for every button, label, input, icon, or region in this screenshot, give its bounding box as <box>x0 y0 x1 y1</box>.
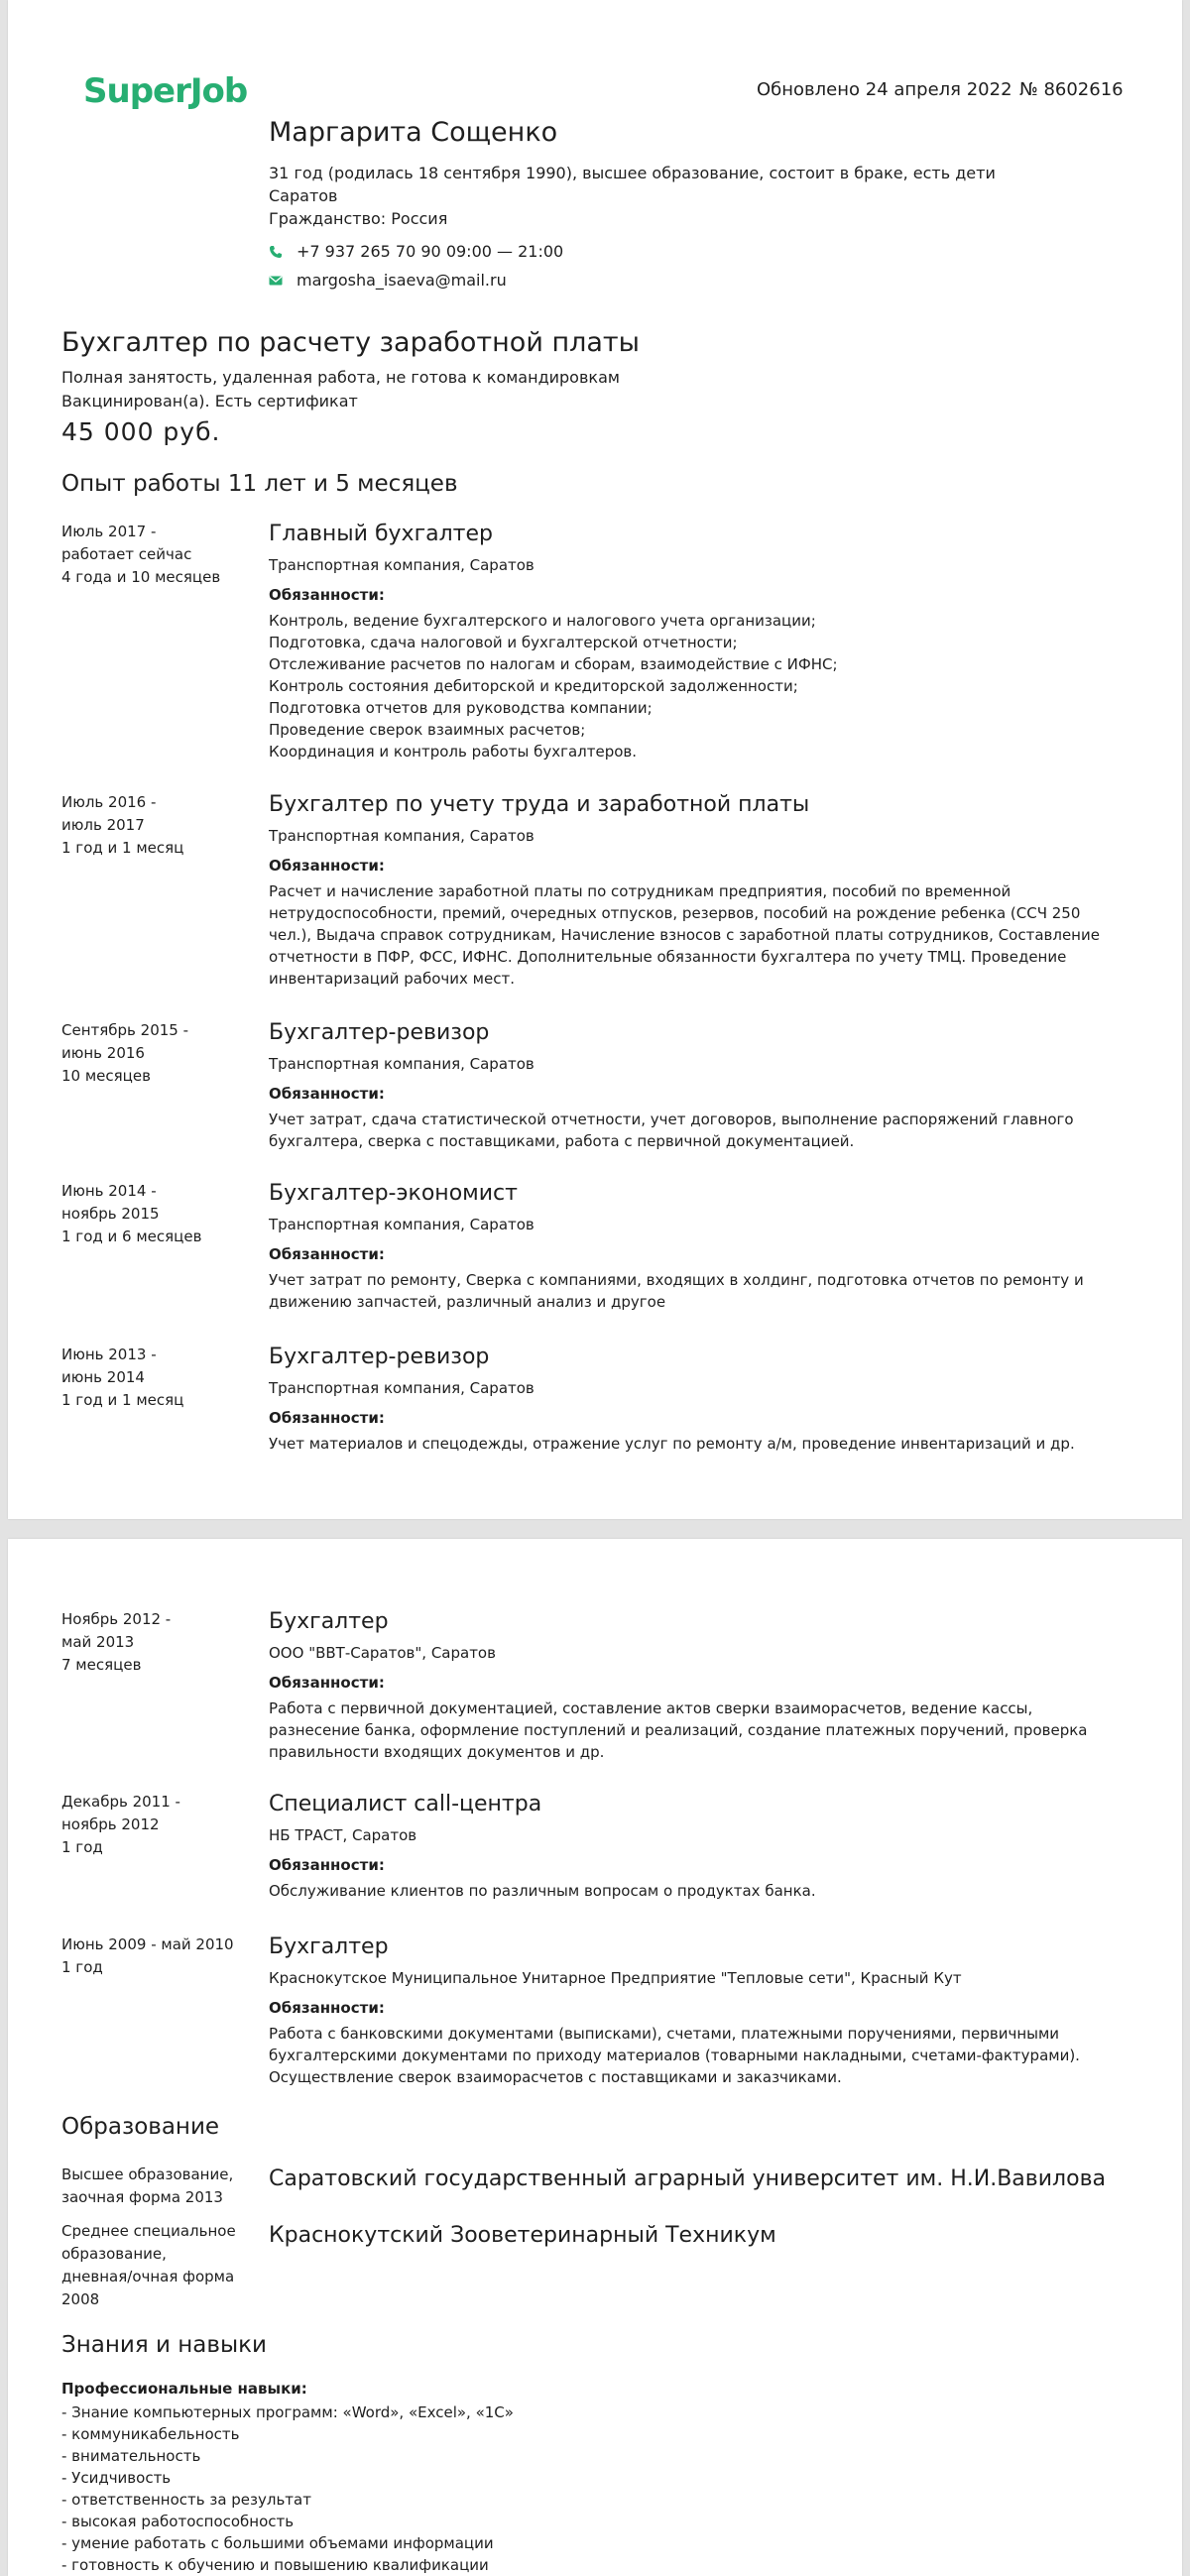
job-title: Бухгалтер по учету труда и заработной платы <box>269 792 810 817</box>
job-company: Транспортная компания, Саратов <box>269 1216 535 1233</box>
job-duties: Учет затрат, сдача статистической отчетности, учет договоров, выполнение распоряжений главного бухгалтера, сверка с поставщиками, работа с первичной документацией. <box>269 1111 1074 1150</box>
list-item: - коммуникабельность <box>61 2425 240 2443</box>
skills-block <box>61 2378 1142 2576</box>
duties-label: Обязанности: <box>269 1085 385 1103</box>
resume-page-1 <box>8 0 1182 1519</box>
job-duties: Работа с первичной документацией, составление актов сверки взаиморасчетов, ведение кассы, разнесение банка, оформление поступлений и реализаций, создание платежных поручений, проверка правильности входящих документов и др. <box>269 1699 1088 1761</box>
email-address[interactable]: margosha_isaeva@mail.ru <box>297 271 507 290</box>
duties-label: Обязанности: <box>269 1409 385 1427</box>
job-title: Главный бухгалтер <box>269 522 493 546</box>
person-citizenship: Гражданство: Россия <box>269 209 448 228</box>
email-row <box>269 269 1122 292</box>
job-title: Бухгалтер-экономист <box>269 1181 518 1206</box>
job-duties: Обслуживание клиентов по различным вопросам о продуктах банка. <box>269 1882 816 1900</box>
duties-label: Обязанности: <box>269 586 385 604</box>
job-duration: 1 год и 6 месяцев <box>61 1228 202 1245</box>
job-company: Транспортная компания, Саратов <box>269 556 535 574</box>
duties-label: Обязанности: <box>269 1999 385 2017</box>
education-level: Высшее образование, заочная форма 2013 <box>61 2166 234 2206</box>
person-city: Саратов <box>269 186 338 205</box>
job-period: Июнь 2014 - ноябрь 2015 1 год и 6 месяцев <box>61 1180 260 1248</box>
experience-title: Опыт работы 11 лет и 5 месяцев <box>61 471 458 497</box>
job-period: Декабрь 2011 - ноябрь 2012 1 год <box>61 1791 260 1859</box>
skills-label: Профессиональные навыки: <box>61 2380 307 2398</box>
desired-position <box>61 327 1132 446</box>
job-title: Бухгалтер <box>269 1934 389 1959</box>
superjob-logo[interactable] <box>83 71 247 111</box>
person-name: Маргарита Сощенко <box>269 117 558 148</box>
education-institution: Саратовский государственный аграрный университет им. Н.И.Вавилова <box>269 2166 1107 2191</box>
resume-page-2 <box>8 1539 1182 2576</box>
job-company: Транспортная компания, Саратов <box>269 1055 535 1073</box>
duties-label: Обязанности: <box>269 857 385 875</box>
education-title: Образование <box>61 2114 220 2140</box>
resume-number: № 8602616 <box>1019 79 1124 100</box>
job-duration: 4 года и 10 месяцев <box>61 568 221 586</box>
job-duration: 1 год <box>61 1958 103 1976</box>
list-item: - Усидчивость <box>61 2469 172 2487</box>
job-company: Краснокутское Муниципальное Унитарное Предприятие "Тепловые сети", Красный Кут <box>269 1969 962 1987</box>
job-duties: Работа с банковскими документами (выписками), счетами, платежными поручениями, первичными бухгалтерскими документами по приходу материалов (товарными накладными, счетами-фактурами). Осуществление сверок взаиморасчетов с поставщиками и заказчиками. <box>269 2025 1080 2086</box>
job-duration: 10 месяцев <box>61 1067 151 1085</box>
job-duration: 1 год и 1 месяц <box>61 1391 184 1409</box>
phone-icon <box>269 245 283 259</box>
person-summary: 31 год (родилась 18 сентября 1990), высшее образование, состоит в браке, есть дети <box>269 164 996 182</box>
phone-number[interactable]: +7 937 265 70 90 09:00 — 21:00 <box>297 242 564 261</box>
updated-date: Обновлено 24 апреля 2022 <box>757 79 1012 100</box>
job-company: ООО "ВВТ-Саратов", Саратов <box>269 1644 496 1662</box>
job-title: Бухгалтер <box>269 1609 389 1634</box>
job-period: Июль 2017 - работает сейчас 4 года и 10 месяцев <box>61 521 260 589</box>
duties-label: Обязанности: <box>269 1674 385 1692</box>
list-item: - внимательность <box>61 2447 201 2465</box>
duties-label: Обязанности: <box>269 1245 385 1263</box>
job-period: Сентябрь 2015 - июнь 2016 10 месяцев <box>61 1019 260 1088</box>
list-item: - Знание компьютерных программ: «Word», «Excel», «1С» <box>61 2403 514 2421</box>
job-period: Июнь 2013 - июнь 2014 1 год и 1 месяц <box>61 1344 260 1412</box>
job-period: Июль 2016 - июль 2017 1 год и 1 месяц <box>61 791 260 860</box>
logo-text: SuperJob <box>83 71 248 111</box>
job-company: НБ ТРАСТ, Саратов <box>269 1826 417 1844</box>
job-title: Специалист call-центра <box>269 1792 542 1816</box>
duties-label: Обязанности: <box>269 1856 385 1874</box>
skills-list <box>61 2401 1142 2576</box>
job-period: Ноябрь 2012 - май 2013 7 месяцев <box>61 1608 260 1677</box>
employment-type: Полная занятость, удаленная работа, не готова к командировкам <box>61 368 620 387</box>
job-duties: Учет затрат по ремонту, Сверка с компаниями, входящих в холдинг, подготовка отчетов по ремонту и движению запчастей, различный анализ и другое <box>269 1271 1084 1311</box>
job-period: Июнь 2009 - май 2010 1 год <box>61 1933 260 1979</box>
list-item: - ответственность за результат <box>61 2491 311 2509</box>
job-company: Транспортная компания, Саратов <box>269 827 535 845</box>
job-duration: 1 год <box>61 1838 103 1856</box>
list-item: - высокая работоспособность <box>61 2513 295 2530</box>
job-duration: 1 год и 1 месяц <box>61 839 184 857</box>
list-item: - готовность к обучению и повышению квалификации <box>61 2556 489 2574</box>
job-duties: Расчет и начисление заработной платы по сотрудникам предприятия, пособий по временной нетрудоспособности, премий, очередных отпусков, резервов, пособий на рождение ребенка (ССЧ 250 чел.), Выдача справок сотрудникам, Начисление взносов с заработной платы сотрудников, Составление отчетности в ПФР, ФСС, ИФНС. Дополнительные обязанности бухгалтера по учету ТМЦ. Проведение инвентаризаций рабочих мест. <box>269 882 1100 988</box>
salary: 45 000 руб. <box>61 417 221 446</box>
person-block <box>269 117 1122 292</box>
mail-icon <box>269 274 283 288</box>
education-level: Среднее специальное образование, дневная/очная форма 2008 <box>61 2222 236 2308</box>
list-item: - умение работать с большими объемами информации <box>61 2534 494 2552</box>
job-duties: Контроль, ведение бухгалтерского и налогового учета организации; Подготовка, сдача налоговой и бухгалтерской отчетности; Отслеживание расчетов по налогам и сборам, взаимодействие с ИФНС; Контроль состояния дебиторской и кредиторской задолженности; Подготовка отчетов для руководства компании; Проведение сверок взаимных расчетов; Координация и контроль работы бухгалтеров. <box>269 612 838 761</box>
skills-title: Знания и навыки <box>61 2332 267 2358</box>
job-duties: Учет материалов и спецодежды, отражение услуг по ремонту а/м, проведение инвентаризаций и др. <box>269 1435 1075 1453</box>
position-title: Бухгалтер по расчету заработной платы <box>61 327 640 358</box>
job-title: Бухгалтер-ревизор <box>269 1020 490 1045</box>
vaccination-status: Вакцинирован(а). Есть сертификат <box>61 392 358 410</box>
job-title: Бухгалтер-ревизор <box>269 1345 490 1369</box>
phone-row <box>269 240 1122 263</box>
job-duration: 7 месяцев <box>61 1656 142 1674</box>
education-institution: Краснокутский Зооветеринарный Техникум <box>269 2223 776 2248</box>
job-company: Транспортная компания, Саратов <box>269 1379 535 1397</box>
